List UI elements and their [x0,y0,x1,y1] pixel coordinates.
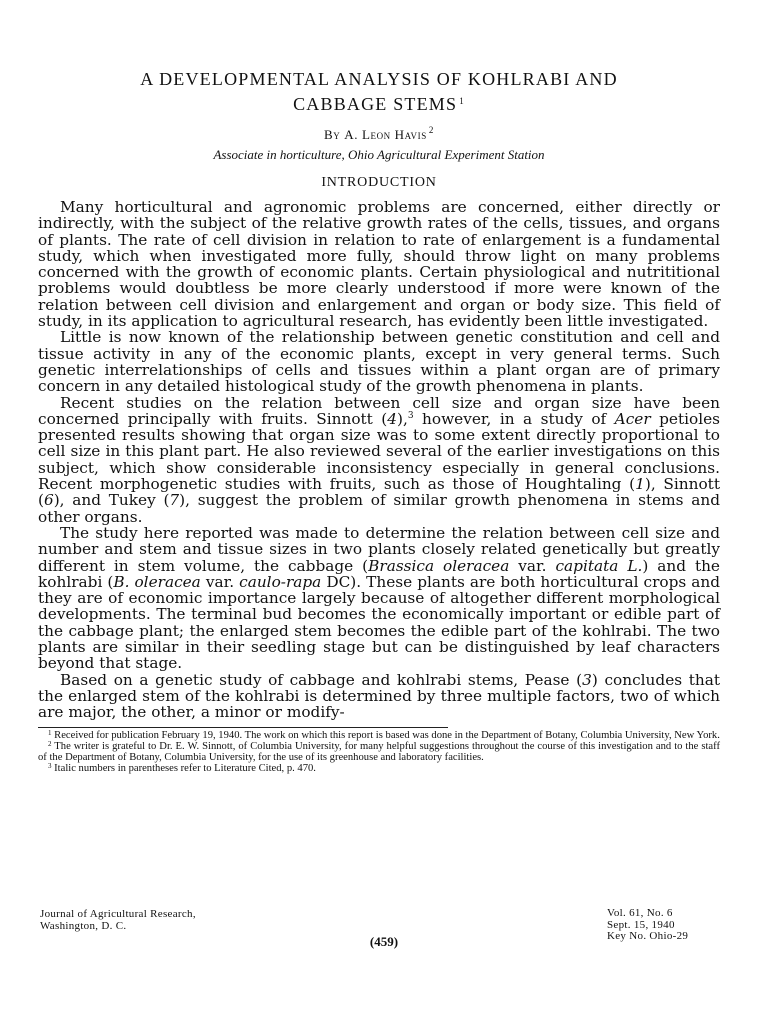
citation-6: 6 [43,491,54,510]
variety-capitata: capitata L. [555,556,643,575]
title-footnote-mark: 1 [459,96,465,106]
p3-text-g: ), suggest the problem of similar growth phenomena in stems and other organs. [38,491,720,526]
journal-info [40,908,196,932]
variety-caulo-rapa: caulo-rapa [239,572,322,591]
genus-acer: Acer [614,409,651,428]
footnote-divider [38,727,448,728]
p3-text-d: petioles presented results showing that organ size was to some extent directly proportional to cell size in this plant part. He also reviewed several of the earlier investigations on this subject, which show considerable inconsistency especially in general conclusions. Recent morphogenetic studies with fruits, such as those of Houghtaling ( [38,409,720,494]
citation-7: 7 [169,491,180,510]
paragraph-5 [38,672,720,721]
footnote-1-mark: 1 [48,728,52,737]
title-line-2-text: CABBAGE STEMS [293,94,458,114]
species-brassica: Brassica oleracea [368,556,510,575]
author-affiliation: Associate in horticulture, Ohio Agricultural Experiment Station [213,147,545,162]
paragraph-1: Many horticultural and agronomic problems are concerned, either directly or indirectly, with the subject of the relative growth rates of the cells, tissues, and organs of plants. The rate of cell division in relation to rate of enlargement is a fundamental study, which when investigated more fully, should throw light on many problems concerned with the growth of economic plants. Certain physiological and nutrititional problems would doubtless be more clearly understood if more were known of the relation between cell division and enlargement and organ or body size. This field of study, in its application to agricultural research, has evidently been little investigated. [38,198,720,331]
p3-text-f: ), and Tukey ( [53,491,170,510]
page-number: (459) [369,934,399,949]
title-line-2 [38,90,720,115]
footnote-2 [38,741,720,763]
footnote-ref-3: 3 [407,410,414,421]
p4-text-c: ) and the kohlrabi ( [38,556,720,591]
article-body [38,199,720,721]
footnote-3-text: Italic numbers in parentheses refer to Literature Cited, p. 470. [51,762,316,774]
byline [38,125,720,143]
author-footnote-mark: 2 [428,125,434,135]
p4-text-a: The study here reported was made to determine the relation between cell size and number and stem and tissue sizes in two plants closely related genetically but greatly different in stem volume, the cabbage ( [38,523,720,575]
p3-text-c: however, in a study of [413,409,615,428]
p3-text-b: ), [396,409,408,428]
paragraph-4 [38,525,720,672]
p5-text-a: Based on a genetic study of cabbage and kohlrabi stems, Pease ( [60,670,583,689]
volume-number: Vol. 61, No. 6 [607,907,673,919]
p4-text-d: var. [200,572,240,591]
p3-text-e: ), Sinnott ( [38,475,720,510]
author-name: A. Leon Havis [344,127,427,142]
article-page [38,68,720,774]
issue-date: Sept. 15, 1940 [607,918,675,931]
citation-1: 1 [635,475,645,494]
section-heading: INTRODUCTION [321,175,437,190]
p4-text-e: DC). These plants are both horticultural crops and they are of economic importance largely because of altogether different morphological developments. The terminal bud becomes the economically important or edible part of the cabbage plant; the enlarged stem becomes the edible part of the kohlrabi. The two plants are similar in their seedling stage but can be distinguished by leaf characters beyond that stage. [38,572,721,673]
citation-3: 3 [582,670,592,689]
footnote-2-text: The writer is grateful to Dr. E. W. Sinnott, of Columbia University, for many helpful suggestions throughout the course of this investigation and to the staff of the Department of Botany, Columbia University, for the use of its greenhouse and laboratory facilities. [38,740,720,763]
species-b-oleracea: B. oleracea [113,572,201,591]
footnote-3-mark: 3 [48,761,52,770]
p3-text-a: Recent studies on the relation between cell size and organ size have been concerned principally with fruits. Sinnott ( [38,393,720,428]
footnote-1-text: Received for publication February 19, 1940. The work on which this report is based was done in the Department of Botany, Columbia University, New York. [51,729,720,741]
footnote-3 [38,763,720,774]
journal-name: Journal of Agricultural Research, [40,908,196,920]
citation-4: 4 [387,409,397,428]
paragraph-3 [38,395,720,525]
article-title [38,68,720,115]
p4-text-b: var. [509,556,556,575]
key-number: Key No. Ohio-29 [607,930,689,942]
p5-text-b: ) concludes that the enlarged stem of the kohlrabi is determined by three multiple factors, two of which are major, the other, a minor or modify- [38,670,721,722]
title-line-1: A DEVELOPMENTAL ANALYSIS OF KOHLRABI AND [140,69,618,89]
footnotes [38,730,720,774]
journal-location: Washington, D. C. [40,920,127,932]
paragraph-2: Little is now known of the relationship between genetic constitution and cell and tissue activity in any of the economic plants, except in very general terms. Such genetic interrelationships of cells and tissues within a plant organ are of primary concern in any detailed histological study of the growth phenomena in plants. [38,328,720,396]
byline-prefix: By [324,127,341,142]
footnote-1 [38,730,720,741]
footnote-2-mark: 2 [48,739,52,748]
